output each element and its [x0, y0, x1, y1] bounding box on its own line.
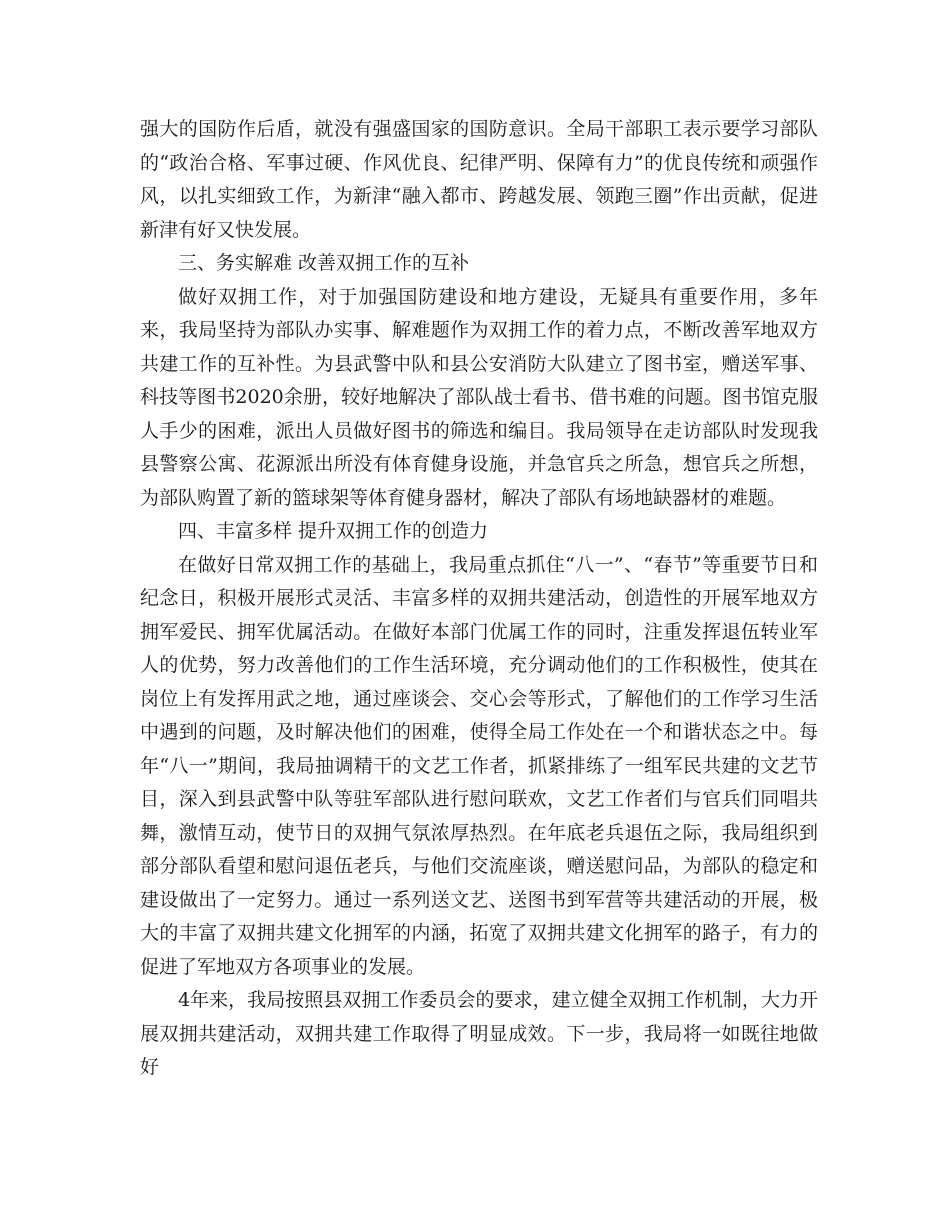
section-heading-3: 三、务实解难 改善双拥工作的互补	[178, 252, 470, 274]
paragraph-2: 做好双拥工作，对于加强国防建设和地方建设，无疑具有重要作用，多年来，我局坚持为部队办实事、解难题作为双拥工作的着力点，不断改善军地双方共建工作的互补性。为县武警中队和县公安消防大队建立了图书室，赠送军事、科技等图书2020余册，较好地解决了部队战士看书、借书难的问题。图书馆克服人手少的困难，派出人员做好图书的筛选和编目。我局领导在走访部队时发现我县警察公寓、花源派出所没有体育健身设施，并急官兵之所急，想官兵之所想，为部队购置了新的篮球架等体育健身器材，解决了部队有场地缺器材的难题。	[140, 285, 818, 509]
document-body	[140, 113, 818, 1085]
paragraph-3: 在做好日常双拥工作的基础上，我局重点抓住“八一”、“春节”等重要节日和纪念日，积极开展形式灵活、丰富多样的双拥共建活动，创造性的开展军地双方拥军爱民、拥军优属活动。在做好本部门优属工作的同时，注重发挥退伍转业军人的优势，努力改善他们的工作生活环境，充分调动他们的工作积极性，使其在岗位上有发挥用武之地，通过座谈会、交心会等形式，了解他们的工作学习生活中遇到的问题，及时解决他们的困难，使得全局工作处在一个和谐状态之中。每年“八一”期间，我局抽调精干的文艺工作者，抓紧排练了一组军民共建的文艺节目，深入到县武警中队等驻军部队进行慰问联欢，文艺工作者们与官兵们同唱共舞，激情互动，使节日的双拥气氛浓厚热烈。在年底老兵退伍之际，我局组织到部分部队看望和慰问退伍老兵，与他们交流座谈，赠送慰问品，为部队的稳定和建设做出了一定努力。通过一系列送文艺、送图书到军营等共建活动的开展，极大的丰富了双拥共建文化拥军的内涵，拓宽了双拥共建文化拥军的路子，有力的促进了军地双方各项事业的发展。	[140, 553, 818, 978]
section-heading-4: 四、丰富多样 提升双拥工作的创造力	[178, 520, 489, 542]
paragraph-1: 强大的国防作后盾，就没有强盛国家的国防意识。全局干部职工表示要学习部队的“政治合格、军事过硬、作风优良、纪律严明、保障有力”的优良传统和顽强作风，以扎实细致工作，为新津“融入都市、跨越发展、领跑三圈”作出贡献，促进新津有好又快发展。	[140, 118, 818, 241]
paragraph-4: 4年来，我局按照县双拥工作委员会的要求，建立健全双拥工作机制，大力开展双拥共建活动，双拥共建工作取得了明显成效。下一步，我局将一如既往地做好	[140, 989, 818, 1078]
